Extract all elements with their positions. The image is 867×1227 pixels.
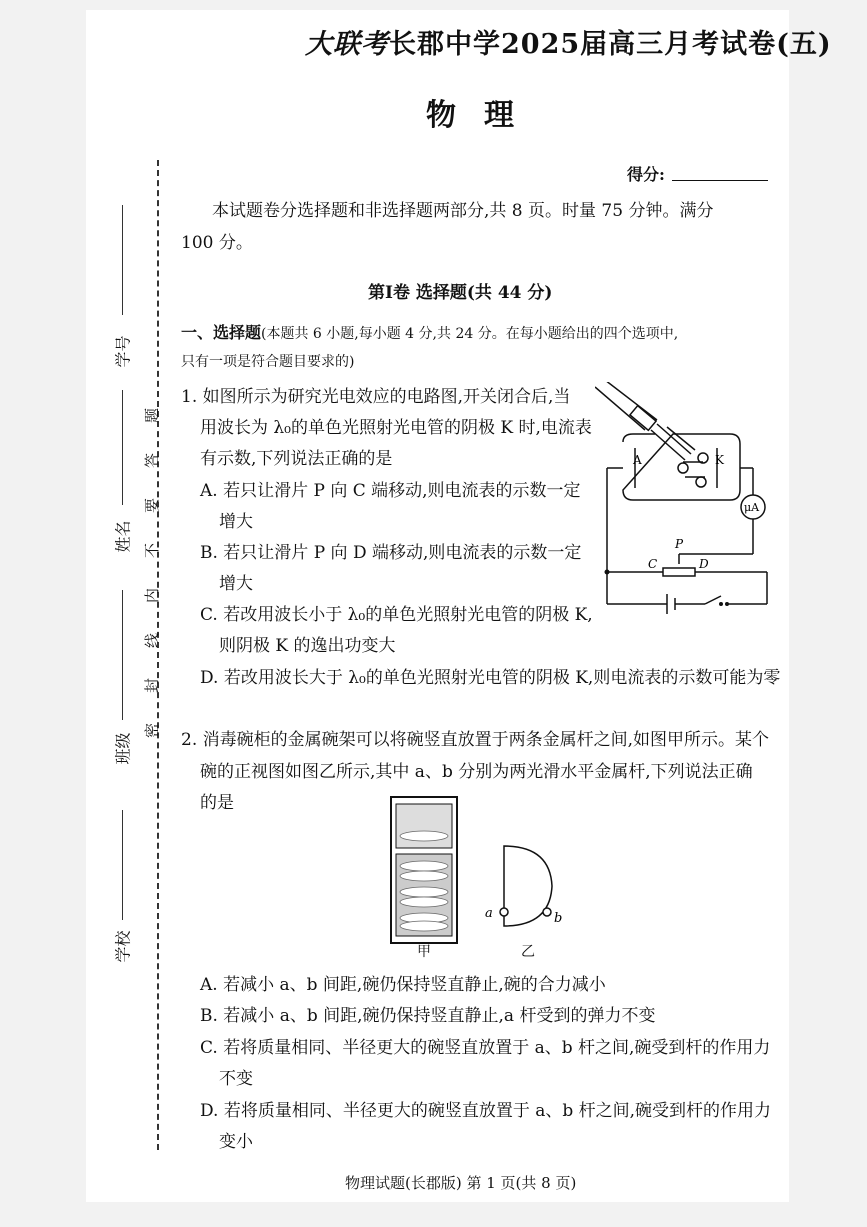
label-slider-p: P [675,537,684,551]
school-label: 学校 [113,930,133,963]
score-field[interactable] [672,180,768,181]
q1-stem-1: 1. 如图所示为研究光电效应的电路图,开关闭合后,当 [181,387,571,407]
subject-title: 物理 [426,98,542,133]
label-rod-b: b [554,911,563,926]
brand-logo: 大联考 [305,29,389,60]
seal-char: 不 [143,542,162,559]
q1-stem-3: 有示数,下列说法正确的是 [200,449,393,469]
label-end-c: C [648,557,658,571]
class-label: 班级 [113,732,133,765]
page-footer: 物理试题(长郡版) 第 1 页(共 8 页) [345,1174,577,1192]
q1-option-c-cont: 则阴极 K 的逸出功变大 [219,636,396,656]
q2-option-d-cont: 变小 [219,1132,253,1152]
intro-line-1: 本试题卷分选择题和非选择题两部分,共 8 页。时量 75 分钟。满分 [212,201,714,221]
q1-option-b[interactable]: B. 若只让滑片 P 向 D 端移动,则电流表的示数一定 [200,543,582,563]
seal-char: 要 [143,497,162,514]
seal-char: 线 [143,632,162,649]
microammeter-label: μA [744,501,760,514]
section-title: 第Ⅰ卷 选择题(共 44 分) [368,283,553,303]
part-heading: 一、选择题(本题共 6 小题,每小题 4 分,共 24 分。在每小题给出的四个选项中, [181,323,679,342]
rod-b [543,908,551,916]
school-field[interactable] [122,810,123,920]
dish-cabinet-figure [390,796,460,946]
q2-stem-3: 的是 [200,793,234,813]
part-desc-2: 只有一项是符合题目要求的) [181,354,355,370]
q2-option-c[interactable]: C. 若将质量相同、半径更大的碗竖直放置于 a、b 杆之间,碗受到杆的作用力 [200,1038,771,1058]
student-id-label: 学号 [113,335,133,368]
q1-option-d[interactable]: D. 若改用波长大于 λ₀的单色光照射光电管的阴极 K,则电流表的示数可能为零 [200,668,781,688]
rod-a [500,908,508,916]
q1-stem-2: 用波长为 λ₀的单色光照射光电管的阴极 K 时,电流表 [200,418,592,438]
figure-yi-caption: 乙 [521,944,535,960]
class-field[interactable] [122,590,123,720]
bowl-front-view-figure [480,842,575,932]
label-cathode-k: K [715,453,724,467]
photoelectric-circuit-diagram [595,382,775,614]
label-end-d: D [699,557,709,571]
q2-option-c-cont: 不变 [219,1069,253,1089]
seal-char: 密 [143,722,162,739]
name-field[interactable] [122,390,123,505]
name-label: 姓名 [113,520,133,553]
score-label: 得分: [627,165,665,184]
exam-title: 大联考长郡中学2025届高三月考试卷(五) [305,29,832,60]
intro-line-2: 100 分。 [181,233,253,253]
q2-option-b[interactable]: B. 若减小 a、b 间距,碗仍保持竖直静止,a 杆受到的弹力不变 [200,1006,656,1026]
q1-option-a[interactable]: A. 若只让滑片 P 向 C 端移动,则电流表的示数一定 [200,481,581,501]
q2-option-a[interactable]: A. 若减小 a、b 间距,碗仍保持竖直静止,碗的合力减小 [200,975,606,995]
student-id-field[interactable] [122,205,123,315]
q2-stem-2: 碗的正视图如图乙所示,其中 a、b 分别为两光滑水平金属杆,下列说法正确 [200,762,753,782]
seal-char: 封 [143,677,162,694]
q1-option-b-cont: 增大 [219,574,253,594]
seal-char: 题 [143,407,162,424]
label-anode-a: A [633,453,642,467]
label-rod-a: a [485,906,493,921]
figure-jia-caption: 甲 [417,944,431,960]
q2-option-d[interactable]: D. 若将质量相同、半径更大的碗竖直放置于 a、b 杆之间,碗受到杆的作用力 [200,1101,772,1121]
seal-char: 内 [143,587,162,604]
q2-stem-1: 2. 消毒碗柜的金属碗架可以将碗竖直放置于两条金属杆之间,如图甲所示。某个 [181,730,770,750]
q1-option-c[interactable]: C. 若改用波长小于 λ₀的单色光照射光电管的阴极 K, [200,605,593,625]
seal-char: 答 [143,452,162,469]
q1-option-a-cont: 增大 [219,512,253,532]
seal-dashed-line [157,160,159,1150]
